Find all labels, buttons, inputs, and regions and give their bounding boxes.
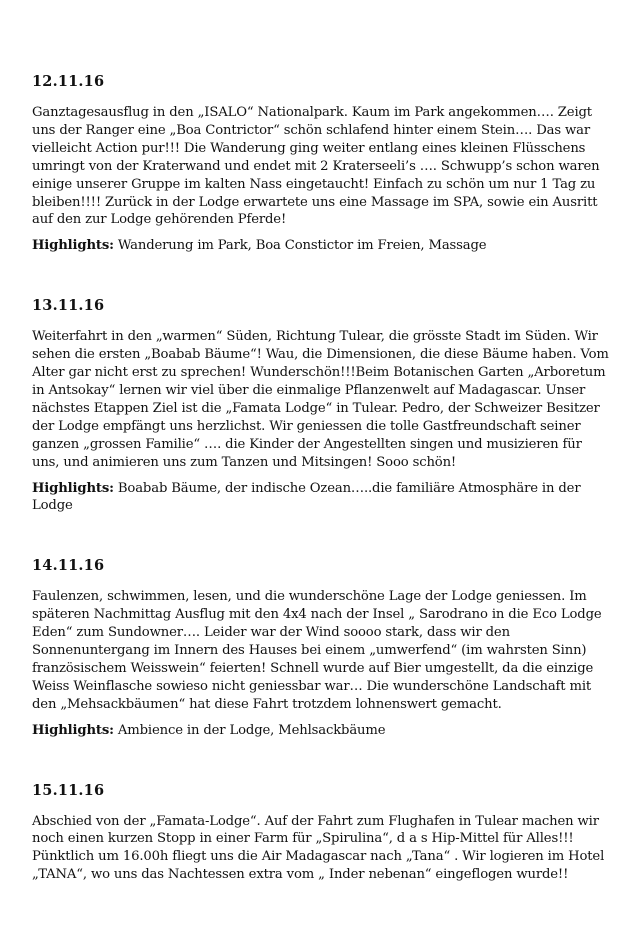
highlights-text: Ambience in der Lodge, Mehlsackbäume: [117, 722, 386, 738]
diary-entry-15-11-16: [32, 781, 612, 885]
highlights-label: Highlights:: [32, 480, 114, 496]
highlights-label: Highlights:: [32, 238, 114, 254]
entry-highlights: [32, 722, 612, 740]
entry-text: Faulenzen, schwimmen, lesen, und die wunderschöne Lage der Lodge geniessen. Im späteren Nachmittag Ausflug mit den 4x4 nach der Insel „ Sarodrano in die Eco Lodge Eden“ zum Sundowner…. Leider war der Wind soooo stark, dass wir den Sonnenuntergang im Innern des Hauses bei einem „umwerfend“ (im wahrsten Sinn) französischem Weisswein“ feierten! Schnell wurde auf Bier umgestellt, da die einzige Weiss Weinflasche sowieso nicht geniessbar war… Die wunderschöne Landschaft mit den „Mehsackbäumen“ hat diese Fahrt trotzdem lohnenswert gemacht.: [32, 589, 602, 712]
entry-highlights: [32, 480, 612, 516]
entry-highlights: [32, 237, 612, 255]
entry-date: 14.11.16: [32, 557, 105, 575]
highlights-text: Boabab Bäume, der indische Ozean…..die familiäre Atmosphäre in der Lodge: [32, 480, 581, 514]
entry-text: Ganztagesausflug in den „ISALO“ Nationalpark. Kaum im Park angekommen…. Zeigt uns der Ranger eine „Boa Contrictor“ schön schlafend hinter einem Stein…. Das war vielleicht Action pur!!! Die Wanderung ging weiter entlang eines kleinen Flüsschens umringt von der Kraterwand und endet mit 2 Kraterseeli’s …. Schwupp’s schon waren einige unserer Gruppe im kalten Nass eingetaucht! Einfach zu schön um nur 1 Tag zu bleiben!!!! Zurück in der Lodge erwartete uns eine Massage im SPA, sowie ein Ausritt auf den zur Lodge gehörenden Pferde!: [32, 105, 600, 228]
entry-date: 15.11.16: [32, 781, 105, 799]
diary-entry-12-11-16: [32, 72, 612, 255]
diary-entry-13-11-16: [32, 296, 612, 515]
highlights-label: Highlights:: [32, 722, 114, 738]
entry-date: 12.11.16: [32, 73, 105, 90]
entry-text: Abschied von der „Famata-Lodge“. Auf der Fahrt zum Flughafen in Tulear machen wir noch einen kurzen Stopp in einer Farm für „Spirulina“, d a s Hip-Mittel für Alles!!! Pünktlich um 16.00h fliegt uns die Air Madagascar nach „Tana“ . Wir logieren im Hotel „TANA“, wo uns das Nachtessen extra vom „ Inder nebenan“ eingeflogen wurde!!: [32, 813, 605, 883]
entry-date: 13.11.16: [32, 297, 105, 315]
document-page: [32, 62, 612, 925]
highlights-text: Wanderung im Park, Boa Constictor im Freien, Massage: [117, 238, 487, 254]
entry-text: Weiterfahrt in den „warmen“ Süden, Richtung Tulear, die grösste Stadt im Süden. Wir sehen die ersten „Boabab Bäume“! Wau, die Dimensionen, die diese Bäume haben. Vom Alter gar nicht erst zu sprechen! Wunderschön!!!Beim Botanischen Garten „Arboretum in Antsokay“ lernen wir viel über die einmalige Pflanzenwelt auf Madagascar. Unser nächstes Etappen Ziel ist die „Famata Lodge“ in Tulear. Pedro, der Schweizer Besitzer der Lodge empfängt uns herzlichst. Wir geniessen die tolle Gastfreundschaft seiner ganzen „grossen Familie“ …. die Kinder der Angestellten singen und musizieren für uns, und animieren uns zum Tanzen und Mitsingen! Sooo schön!: [32, 329, 609, 470]
diary-entry-14-11-16: [32, 556, 612, 739]
